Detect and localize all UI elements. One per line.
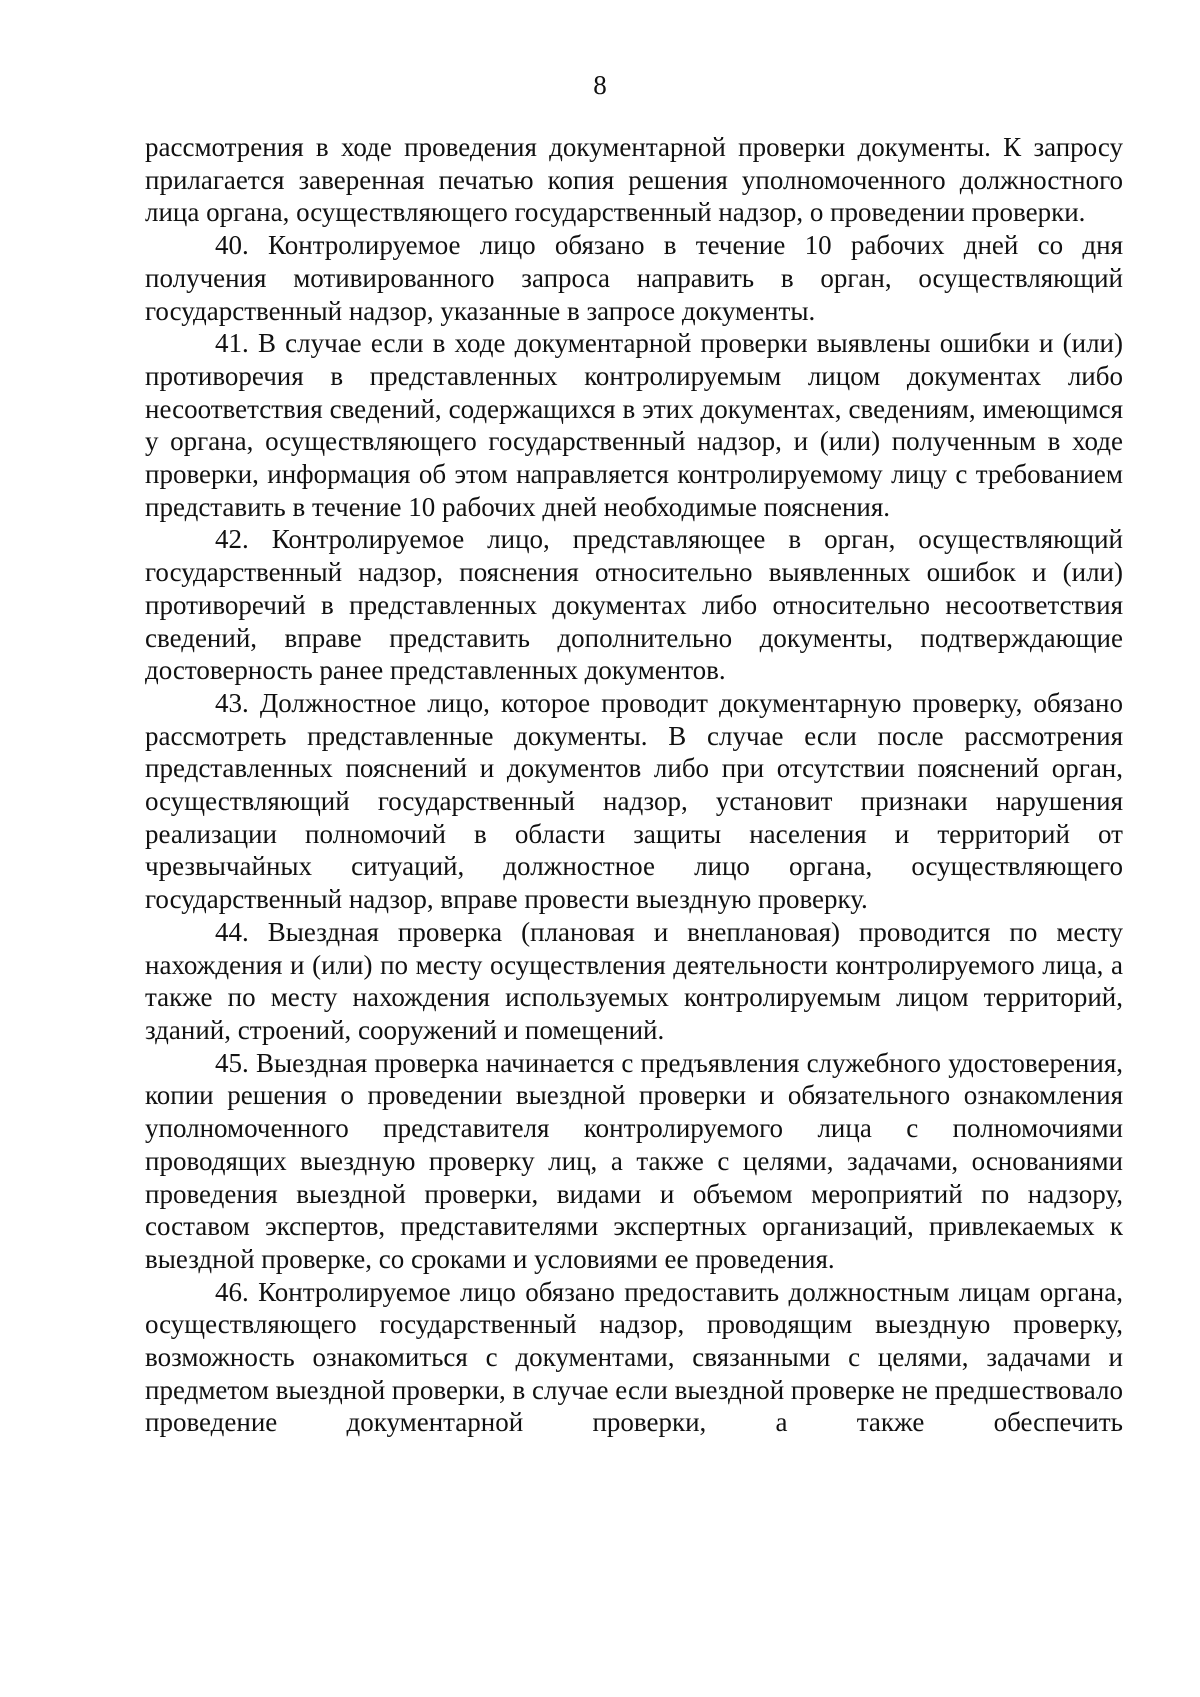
paragraph-42: 42. Контролируемое лицо, представляющее в орган, осуществляющий государственный надзор, пояснения относительно выявленных ошибок и (или) противоречий в представленных документах либо относительно несоответствия сведений, вправе представить дополнительно документы, подтверждающие достоверность ранее представленных документов. [145, 524, 1123, 686]
paragraph-continuation: рассмотрения в ходе проведения документарной проверки документы. К запросу прилагается заверенная печатью копия решения уполномоченного должностного лица органа, осуществляющего государственный надзор, о проведении проверки. [145, 132, 1123, 228]
paragraph-40: 40. Контролируемое лицо обязано в течение 10 рабочих дней со дня получения мотивированного запроса направить в орган, осуществляющий государственный надзор, указанные в запросе документы. [145, 230, 1123, 326]
paragraph-46: 46. Контролируемое лицо обязано предоставить должностным лицам органа, осуществляющего государственный надзор, проводящим выездную проверку, возможность ознакомиться с документами, связанными с целями, задачами и предметом выездной проверки, в случае если выездной проверке не предшествовало проведение документарной проверки, а также обеспечить [145, 1276, 1123, 1438]
page-number: 8 [593, 70, 607, 100]
paragraph-44: 44. Выездная проверка (плановая и внеплановая) проводится по месту нахождения и (или) по месту осуществления деятельности контролируемого лица, а также по месту нахождения используемых контролируемым лицом территорий, зданий, строений, сооружений и помещений. [145, 916, 1123, 1045]
paragraph-45: 45. Выездная проверка начинается с предъявления служебного удостоверения, копии решения о проведении выездной проверки и обязательного ознакомления уполномоченного представителя контролируемого лица с полномочиями проводящих выездную проверку лиц, а также с целями, задачами, основаниями проведения выездной проверки, видами и объемом мероприятий по надзору, составом экспертов, представителями экспертных организаций, привлекаемых к выездной проверке, со сроками и условиями ее проведения. [145, 1047, 1123, 1274]
document-body [145, 131, 1123, 1439]
paragraph-41: 41. В случае если в ходе документарной проверки выявлены ошибки и (или) противоречия в представленных контролируемым лицом документах либо несоответствия сведений, содержащихся в этих документах, сведениям, имеющимся у органа, осуществляющего государственный надзор, и (или) полученным в ходе проверки, информация об этом направляется контролируемому лицу с требованием представить в течение 10 рабочих дней необходимые пояснения. [145, 328, 1123, 522]
paragraph-43: 43. Должностное лицо, которое проводит документарную проверку, обязано рассмотреть представленные документы. В случае если после рассмотрения представленных пояснений и документов либо при отсутствии пояснений орган, осуществляющий государственный надзор, установит признаки нарушения реализации полномочий в области защиты населения и территорий от чрезвычайных ситуаций, должностное лицо органа, осуществляющего государственный надзор, вправе провести выездную проверку. [145, 687, 1123, 915]
